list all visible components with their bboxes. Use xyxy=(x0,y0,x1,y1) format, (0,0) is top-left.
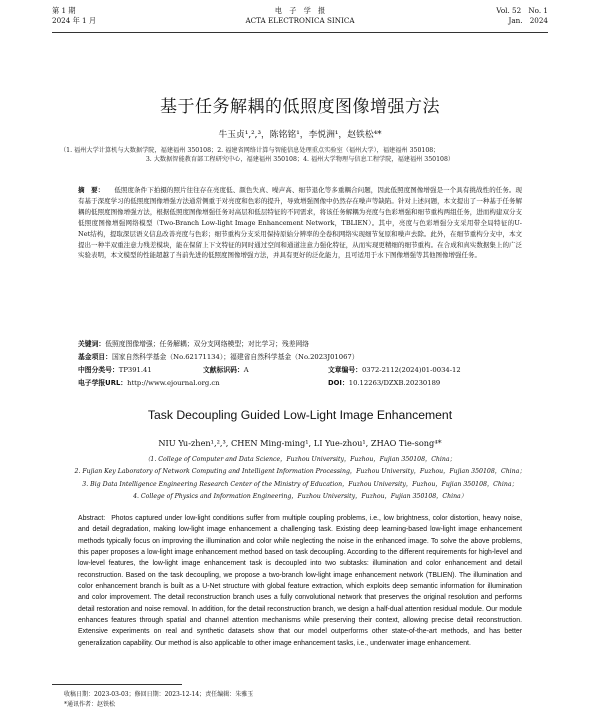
footnote-rule xyxy=(52,684,182,685)
url-doi-line xyxy=(78,378,522,388)
volume-number: Vol. 52 No. 1 xyxy=(496,6,548,15)
classification-line xyxy=(78,365,522,375)
abstract-cn xyxy=(78,185,522,261)
footnote xyxy=(64,690,253,710)
funding-text: 国家自然科学基金（No.62171134）；福建省自然科学基金（No.2023J01067） xyxy=(111,353,359,361)
abstract-cn-label: 摘 要： xyxy=(78,186,105,194)
paper-title-cn: 基于任务解耦的低照度图像增强方法 xyxy=(160,97,440,117)
authors-cn: 牛玉贞¹,²,³，陈铭铭¹，李悦洲¹，赵铁松⁴* xyxy=(218,130,382,140)
journal-url[interactable]: http://www.ejournal.org.cn xyxy=(127,379,220,387)
clc-label: 中图分类号： xyxy=(78,366,119,374)
abstract-en xyxy=(78,513,522,649)
doc-code-label: 文献标识码： xyxy=(203,366,244,374)
doi-label: DOI： xyxy=(328,379,349,387)
affiliation-en-line: （1. College of Computer and Data Science，Fuzhou University，Fuzhou，Fujian 350108，China； xyxy=(144,456,456,463)
issue-date-en: Jan. 2024 xyxy=(508,16,548,25)
issue-number: 第 1 期 xyxy=(52,6,76,15)
doi-value[interactable]: 10.12263/DZXB.20230189 xyxy=(348,379,441,387)
abstract-cn-text: 低照度条件下拍摄的照片往往存在亮度低、颜色失真、噪声高、细节退化等多重耦合问题，因此低照度图像增强是一个具有挑战性的任务。现有基于深度学习的低照度图像增强方法通常侧重于对亮度和色彩的提升，导致增强图像中仍然存在噪声等缺陷。针对上述问题，本文提出了一种基于任务解耦的低照度图像增强方法，根据低照度图像增强任务对高层和低层特征的不同需求，将该任务解耦为亮度与色彩增强和细节重构两组任务，进而构建双分支低照度图像增强网络模型（Two-Branch Low-light Image Enhancement Network，TBLIEN）。其中，亮度与色彩增强分支采用带全局特征的U-Net结构，提取深层语义信息改善亮度与色彩；细节重构分支采用保持原始分辨率的全卷积网络实现细节复原和噪声去除。此外，在细节重构分支中，本文提出一种半双重注意力残差模块，能在保留上下文特征的同时通过空间和通道注意力强化特征，从而实现更精细的细节重构。在合成和真实数据集上的广泛实验表明，本文模型的性能超越了当前先进的低照度图像增强方法，并具有更好的泛化能力，且可适用于水下图像增强等其他图像增强任务。 xyxy=(78,186,523,260)
header-rule xyxy=(52,32,548,33)
affiliation-cn-line: （1. 福州大学计算机与大数据学院，福建福州 350108；2. 福建省网络计算与智能信息处理重点实验室（福州大学），福建福州 350108； xyxy=(60,147,440,154)
authors-en: NIU Yu-zhen¹,²,³, CHEN Ming-ming¹, LI Yue-zhou¹, ZHAO Tie-song⁴* xyxy=(158,438,442,448)
keywords-cn xyxy=(78,339,522,349)
affiliations-en xyxy=(30,454,570,503)
corresponding-author-line: *通讯作者：赵铁松 xyxy=(64,701,116,708)
affiliation-cn-line: 3. 大数据智能教育部工程研究中心，福建福州 350108；4. 福州大学物理与信息工程学院，福建福州 350108） xyxy=(145,156,455,163)
article-number-label: 文章编号： xyxy=(328,366,362,374)
clc-value: TP391.41 xyxy=(118,366,152,374)
funding-cn xyxy=(78,352,522,362)
affiliation-en-line: 4. College of Physics and Information Engineering，Fuzhou University，Fuzhou，Fujian 350108，China） xyxy=(133,492,467,500)
received-date-line: 收稿日期：2023-03-03；修回日期：2023-12-14；责任编辑：朱雅玉 xyxy=(64,691,254,698)
doc-code-value: A xyxy=(243,366,249,374)
affiliation-en-line: 3. Big Data Intelligence Engineering Research Center of the Ministry of Education，Fuzhou University，Fuzhou，Fujian 350108，China； xyxy=(82,480,518,488)
running-header xyxy=(52,6,548,34)
journal-name-cn: 电 子 学 报 xyxy=(274,6,326,15)
header-center xyxy=(52,6,548,26)
issue-date-cn: 2024 年 1 月 xyxy=(52,16,97,25)
funding-label: 基金项目： xyxy=(78,353,112,361)
journal-url-label: 电子学报URL： xyxy=(78,379,128,387)
keywords-label: 关键词： xyxy=(78,340,106,348)
affiliations-cn xyxy=(60,146,540,164)
header-right xyxy=(496,6,548,26)
affiliation-en-line: 2. Fujian Key Laboratory of Network Computing and Intelligent Information Processing，Fuzhou University，Fuzhou，Fujian 350108，China； xyxy=(74,468,526,476)
abstract-en-text: Photos captured under low-light conditions suffer from multiple coupling problems, i.e., low brightness, color distortion, heavy noise, and detail degradation, making low-light image enhancement a challenging task. Existing deep learning-based low-light image enhancement methods typically focus on improving the illumination and color while neglecting the noise in the enhanced image. To solve the above problems, this paper proposes a low-light image enhancement method based on task decoupling. According to the different requirements for high-level and low-level features, the low-light image enhancement task is decoupled into two subtasks: illumination and color enhancement and detail reconstruction. Based on the task decoupling, we propose a two-branch low-light image enhancement network (TBLIEN). The illumination and color enhancement branch is built as a U-Net structure with global feature extraction, which exploits deep semantic information for illumination and color improvement. The detail reconstruction branch uses a fully convolutional network that preserves the original resolution and performs detail restoration and noise removal. In addition, for the detail reconstruction branch, we design a half-dual attention residual module. Our module enhances features through spatial and channel attention mechanisms while preserving their context, allowing precise detail reconstruction. Extensive experiments on real and synthetic datasets show that our model outperforms other state-of-the-art methods, and has better generalization capability. Our method is also applicable to other image enhancement tasks, i.e., underwater image enhancement. xyxy=(78,515,522,647)
journal-name-en: ACTA ELECTRONICA SINICA xyxy=(245,16,355,25)
article-number-value: 0372-2112(2024)01-0034-12 xyxy=(361,366,461,374)
paper-title-en: Task Decoupling Guided Low-Light Image Enhancement xyxy=(147,408,453,422)
keywords-text: 低照度图像增强；任务解耦；双分支网络模型；对比学习；残差网络 xyxy=(105,340,310,348)
abstract-en-label: Abstract: xyxy=(78,515,106,522)
